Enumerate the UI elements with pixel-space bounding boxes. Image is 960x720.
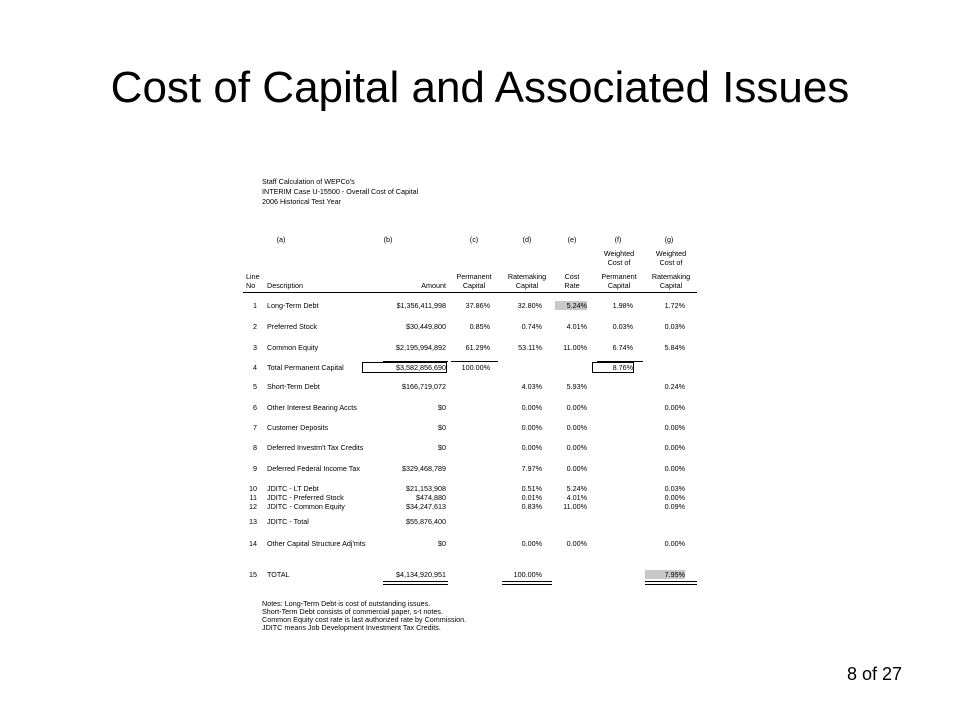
col-header-ratemaking-1: Ratemaking	[507, 272, 547, 281]
cell-w-rate: 0.24%	[664, 382, 685, 391]
cell-w-perm: 6.74%	[612, 343, 633, 352]
col-letter-d: (d)	[522, 235, 532, 244]
col-header-cost: Cost	[564, 272, 580, 281]
cell-cost: 5.93%	[566, 382, 587, 391]
col-header-wperm-2: Cost of	[607, 258, 631, 267]
cell-no: 6	[253, 403, 257, 412]
cell-desc: Other Interest Bearing Accts	[267, 403, 357, 412]
cell-no: 3	[253, 343, 257, 352]
cell-w-perm: 8.76%	[593, 363, 633, 372]
cell-cost: 5.24%	[566, 484, 587, 493]
cell-cost: 4.01%	[566, 322, 587, 331]
col-header-wrate-2: Cost of	[659, 258, 683, 267]
cell-amount: $0	[438, 423, 446, 432]
cell-desc: Total Permanent Capital	[267, 363, 344, 372]
cell-cost: 4.01%	[566, 493, 587, 502]
cell-w-rate: 0.03%	[664, 484, 685, 493]
cell-w-perm: 0.03%	[612, 322, 633, 331]
col-header-wperm-4: Capital	[607, 281, 631, 290]
cell-cost: 0.00%	[566, 443, 587, 452]
cell-amount: $474,880	[416, 493, 446, 502]
cell-amount: $0	[438, 443, 446, 452]
col-header-wrate-4: Capital	[659, 281, 683, 290]
cell-amount: $166,719,072	[402, 382, 446, 391]
cell-w-perm: 1.98%	[612, 301, 633, 310]
cost-of-capital-table	[243, 177, 703, 647]
cell-no: 8	[253, 443, 257, 452]
cell-desc: TOTAL	[267, 570, 290, 579]
cell-rate-cap: 0.74%	[521, 322, 542, 331]
cell-amount: $329,468,789	[402, 464, 446, 473]
cell-amount: $3,582,856,690	[363, 363, 446, 372]
col-header-amount: Amount	[421, 281, 446, 290]
cell-no: 11	[249, 493, 257, 502]
cell-rate-cap: 0.00%	[521, 423, 542, 432]
cell-w-rate: 1.72%	[664, 301, 685, 310]
cell-no: 7	[253, 423, 257, 432]
cell-w-rate: 0.00%	[664, 443, 685, 452]
table-notes	[262, 600, 466, 632]
cell-cost: 11.00%	[563, 343, 587, 352]
note-line: Notes: Long-Term Debt is cost of outstanding issues.	[262, 599, 431, 608]
subtotal-rule-amount	[383, 361, 448, 362]
cell-desc: JDITC - LT Debt	[267, 484, 319, 493]
cell-no: 5	[253, 382, 257, 391]
note-line: JDITC means Job Development Investment Tax Credits.	[262, 623, 441, 632]
header-rule	[243, 292, 697, 293]
cell-cost: 11.00%	[563, 502, 587, 511]
cell-desc: Short-Term Debt	[267, 382, 320, 391]
cell-perm: 61.29%	[465, 343, 490, 352]
total-rule-amount	[383, 581, 448, 585]
cell-no: 2	[253, 322, 257, 331]
col-header-no: No	[246, 281, 256, 290]
cell-w-rate: 0.03%	[664, 322, 685, 331]
cell-rate-cap: 100.00%	[513, 570, 542, 579]
table-header-line-2: INTERIM Case U-15500 - Overall Cost of Capital	[262, 187, 419, 196]
cell-no: 4	[253, 363, 257, 372]
cell-desc: Long-Term Debt	[267, 301, 319, 310]
cell-rate-cap: 0.00%	[521, 403, 542, 412]
cell-cost: 0.00%	[566, 423, 587, 432]
subtotal-rule-wperm	[597, 361, 643, 362]
slide-title: Cost of Capital and Associated Issues	[110, 63, 850, 112]
cell-amount: $0	[438, 539, 446, 548]
col-header-permanent-1: Permanent	[456, 272, 492, 281]
cell-desc: Deferred Federal Income Tax	[267, 464, 360, 473]
note-line: Common Equity cost rate is last authorized rate by Commission.	[262, 615, 467, 624]
cell-rate-cap: 0.01%	[521, 493, 542, 502]
subtotal-rule-permanent	[451, 361, 498, 362]
cell-rate-cap: 0.51%	[521, 484, 542, 493]
cell-w-rate: 0.00%	[664, 493, 685, 502]
cell-amount: $34,247,613	[406, 502, 446, 511]
col-header-wrate-1: Weighted	[655, 249, 687, 258]
cell-no: 13	[249, 517, 257, 526]
cell-cost: 0.00%	[566, 464, 587, 473]
col-header-wperm-3: Permanent	[601, 272, 637, 281]
cell-cost: 0.00%	[566, 539, 587, 548]
col-letter-a: (a)	[276, 235, 286, 244]
total-rule-wrate	[645, 581, 697, 585]
col-header-wperm-1: Weighted	[603, 249, 635, 258]
col-header-description: Description	[267, 281, 303, 290]
cell-w-rate: 0.00%	[664, 403, 685, 412]
col-letter-g: (g)	[664, 235, 674, 244]
cell-desc: Preferred Stock	[267, 322, 317, 331]
cell-no: 12	[249, 502, 257, 511]
cell-no: 10	[249, 484, 257, 493]
cell-w-rate: 0.09%	[664, 502, 685, 511]
cell-desc: JDITC - Preferred Stock	[267, 493, 344, 502]
table-header-line-3: 2006 Historical Test Year	[262, 197, 341, 206]
cell-no: 1	[253, 301, 257, 310]
cell-amount: $55,876,400	[406, 517, 446, 526]
cell-amount: $21,153,908	[406, 484, 446, 493]
cell-amount: $2,195,994,892	[396, 343, 446, 352]
cell-rate-cap: 4.03%	[521, 382, 542, 391]
cell-no: 9	[253, 464, 257, 473]
cell-w-rate: 5.84%	[664, 343, 685, 352]
col-letter-c: (c)	[469, 235, 479, 244]
cell-perm: 100.00%	[461, 363, 490, 372]
cell-w-rate: 0.00%	[664, 423, 685, 432]
cell-desc: JDITC - Common Equity	[267, 502, 345, 511]
cell-rate-cap: 32.80%	[517, 301, 542, 310]
col-header-ratemaking-2: Capital	[515, 281, 539, 290]
col-header-rate: Rate	[564, 281, 580, 290]
col-header-line: Line	[246, 272, 260, 281]
cell-perm: 37.86%	[465, 301, 490, 310]
cell-w-rate: 0.00%	[664, 539, 685, 548]
cell-desc: Customer Deposits	[267, 423, 329, 432]
total-rule-ratemaking	[502, 581, 552, 585]
cell-rate-cap: 0.00%	[521, 443, 542, 452]
cell-no: 14	[249, 539, 257, 548]
col-letter-b: (b)	[383, 235, 393, 244]
col-letter-e: (e)	[567, 235, 577, 244]
note-line: Short-Term Debt consists of commercial paper, s-t notes.	[262, 607, 443, 616]
col-letter-f: (f)	[614, 235, 622, 244]
table-header-line-1: Staff Calculation of WEPCo's	[262, 177, 355, 186]
cell-cost: 0.00%	[566, 403, 587, 412]
cell-amount: $30,449,800	[406, 322, 446, 331]
cell-desc: Common Equity	[267, 343, 319, 352]
col-header-permanent-2: Capital	[462, 281, 486, 290]
cell-desc: Deferred Investm't Tax Credits	[267, 443, 364, 452]
cell-rate-cap: 7.97%	[521, 464, 542, 473]
cell-w-rate: 0.00%	[664, 464, 685, 473]
cell-amount: $0	[438, 403, 446, 412]
cell-amount: $4,134,920,951	[396, 570, 446, 579]
cell-rate-cap: 0.83%	[521, 502, 542, 511]
cell-cost: 5.24%	[555, 301, 587, 310]
cell-w-rate: 7.95%	[645, 570, 685, 579]
cell-rate-cap: 0.00%	[521, 539, 542, 548]
cell-desc: Other Capital Structure Adj'mts	[267, 539, 366, 548]
cell-amount: $1,356,411,998	[396, 301, 446, 310]
page-number: 8 of 27	[846, 664, 902, 684]
cell-desc: JDITC - Total	[267, 517, 309, 526]
cell-perm: 0.85%	[469, 322, 490, 331]
cell-rate-cap: 53.11%	[518, 343, 542, 352]
col-header-wrate-3: Ratemaking	[651, 272, 691, 281]
cell-no: 15	[249, 570, 257, 579]
